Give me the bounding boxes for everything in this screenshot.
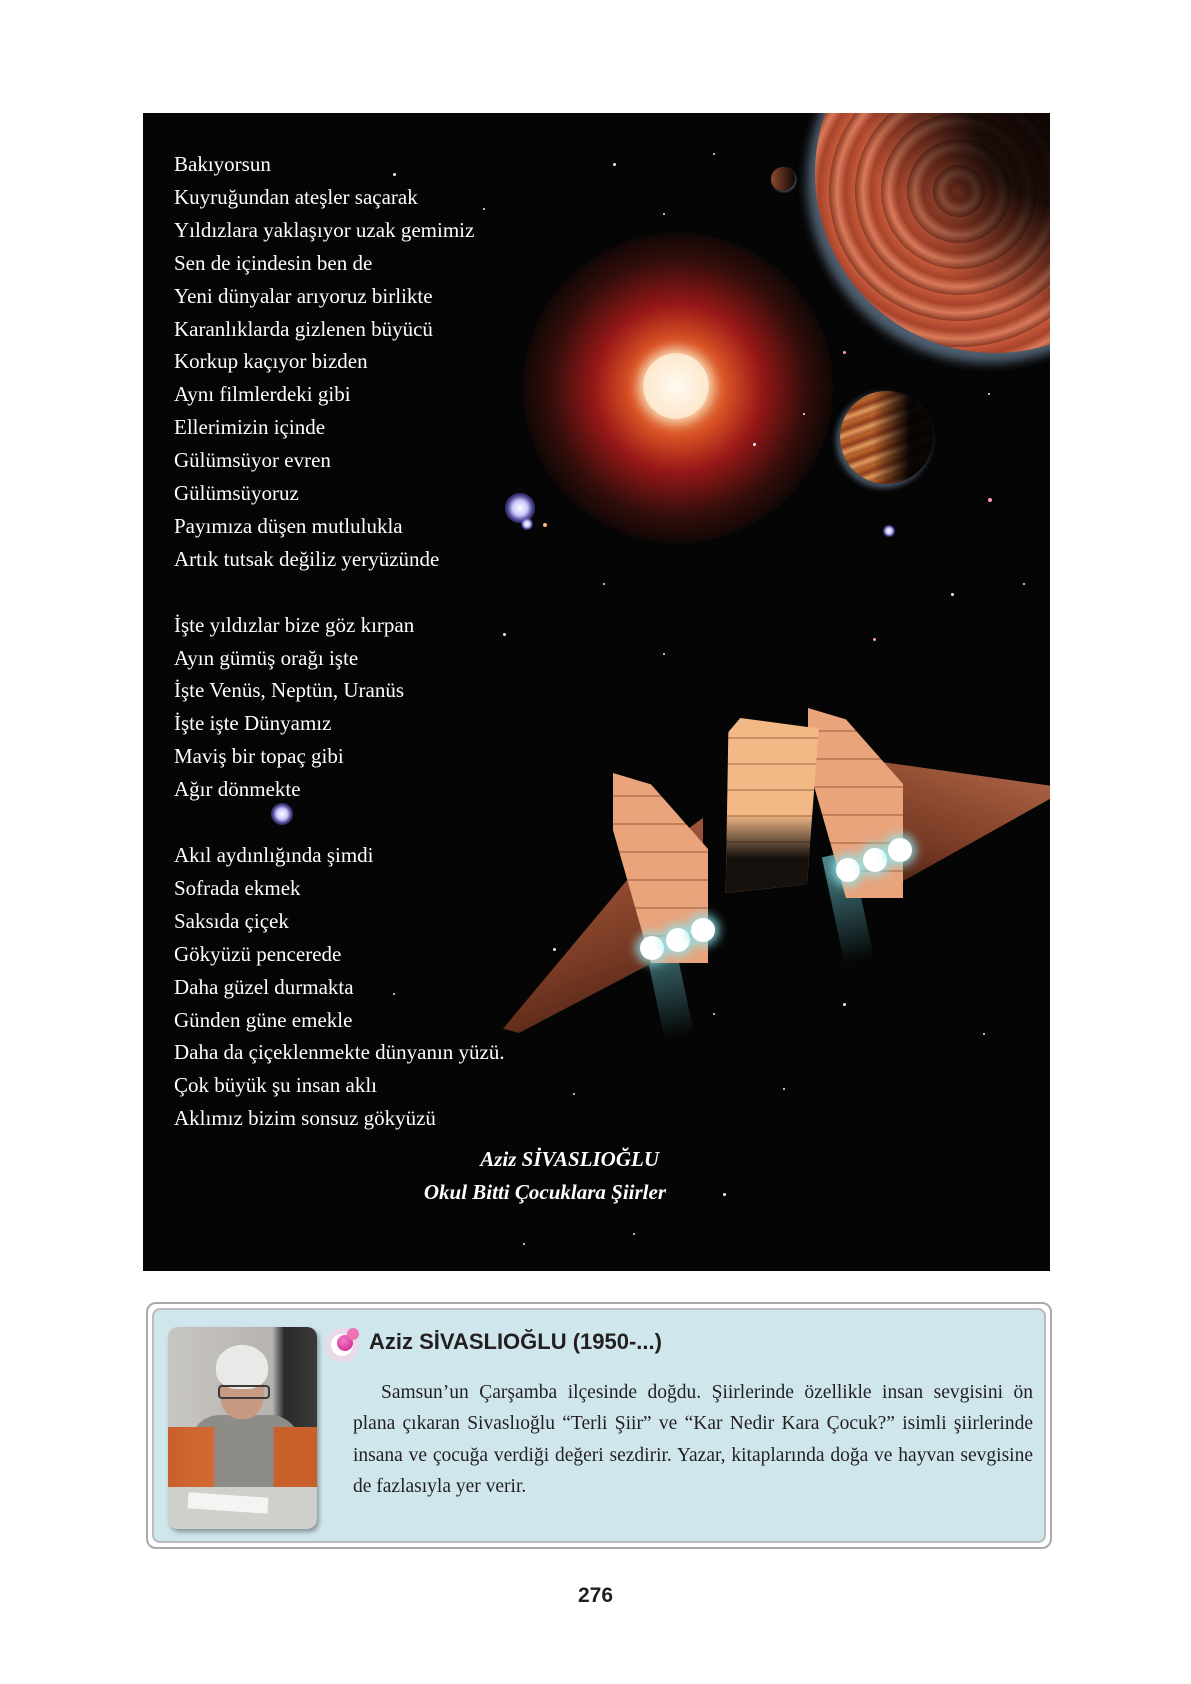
- blue-star-icon: [521, 518, 533, 530]
- thruster-light-icon: [836, 858, 860, 882]
- poem-line: Artık tutsak değiliz yeryüzünde: [174, 546, 440, 571]
- pushpin-icon: [325, 1322, 365, 1362]
- star-icon: [783, 1088, 785, 1090]
- poem-source: Okul Bitti Çocuklara Şiirler: [423, 1180, 666, 1204]
- poem-line: İşte yıldızlar bize göz kırpan: [174, 612, 415, 637]
- thruster-light-icon: [640, 936, 664, 960]
- poem-line: Saksıda çiçek: [174, 908, 289, 933]
- poem-line: Korkup kaçıyor bizden: [174, 349, 368, 374]
- star-icon: [843, 351, 846, 354]
- poem-line: Gökyüzü pencerede: [174, 941, 342, 966]
- small-planet-icon: [840, 391, 933, 484]
- poem-line: Ağır dönmekte: [174, 777, 301, 802]
- poem-line: Günden güne emekle: [174, 1007, 353, 1032]
- spaceship-illustration: [503, 678, 1050, 1038]
- thruster-light-icon: [666, 928, 690, 952]
- poem-line: Ayın gümüş orağı işte: [174, 645, 359, 670]
- poem-line: Yeni dünyalar arıyoruz birlikte: [174, 283, 433, 308]
- star-icon: [803, 413, 805, 415]
- poem-line: Daha da çiçeklenmekte dünyanın yüzü.: [174, 1040, 505, 1065]
- author-bio-panel: [152, 1308, 1046, 1543]
- author-bio-box: [146, 1302, 1052, 1549]
- star-icon: [873, 638, 876, 641]
- bio-title: Aziz SİVASLIOĞLU (1950-...): [369, 1329, 662, 1354]
- star-icon: [753, 443, 756, 446]
- star-icon: [633, 1233, 635, 1235]
- poem-line: Aynı filmlerdeki gibi: [174, 382, 351, 407]
- star-icon: [613, 163, 616, 166]
- author-photo: [168, 1327, 317, 1529]
- star-icon: [951, 593, 954, 596]
- star-icon: [1023, 583, 1025, 585]
- star-icon: [663, 653, 665, 655]
- star-icon: [523, 1243, 525, 1245]
- star-icon: [603, 583, 605, 585]
- star-icon: [713, 153, 715, 155]
- poem-line: Bakıyorsun: [174, 152, 271, 176]
- poem-line: Payımıza düşen mutlulukla: [174, 513, 403, 538]
- poem-line: Yıldızlara yaklaşıyor uzak gemimiz: [174, 217, 475, 242]
- thruster-light-icon: [863, 848, 887, 872]
- poem-line: Karanlıklarda gizlenen büyücü: [174, 316, 433, 341]
- poem-line: İşte işte Dünyamız: [174, 711, 332, 736]
- thruster-light-icon: [691, 918, 715, 942]
- poem-line: Akıl aydınlığında şimdi: [174, 843, 374, 867]
- poem-author: Aziz SİVASLIOĞLU: [480, 1147, 659, 1171]
- large-planet-icon: [815, 113, 1050, 353]
- poem-illustration: [143, 113, 1050, 1271]
- moon-icon: [771, 167, 795, 191]
- stanza-break: [174, 576, 505, 609]
- page-number: 276: [577, 1584, 614, 1607]
- poem-text: [174, 148, 505, 1135]
- poem-line: Maviş bir topaç gibi: [174, 744, 344, 769]
- poem-line: Ellerimizin içinde: [174, 415, 326, 440]
- poem-line: Sen de içindesin ben de: [174, 250, 373, 275]
- star-icon: [988, 393, 990, 395]
- poem-line: İşte Venüs, Neptün, Uranüs: [174, 678, 404, 703]
- photo-glasses: [218, 1385, 270, 1399]
- poem-line: Gülümsüyor evren: [174, 448, 331, 473]
- star-icon: [573, 1093, 575, 1095]
- poem-line: Çok büyük şu insan aklı: [174, 1073, 377, 1098]
- stanza-break: [174, 806, 505, 839]
- bio-text: Samsun’un Çarşamba ilçesinde doğdu. Şiirlerinde özellikle insan sevgisini ön plana çıkaran Sivaslıoğlu “Terli Şiir” ve “Kar Nedir Kara Çocuk?” isimli şiirlerinde insana ve çocuğa verdiği değeri sezdirir. Yazar, kitaplarında doğa ve hayvan sevgisine de fazlasıyla yer verir.: [353, 1382, 1033, 1497]
- poem-line: Gülümsüyoruz: [174, 481, 299, 506]
- star-icon: [723, 1193, 726, 1196]
- poem-line: Kuyruğundan ateşler saçarak: [174, 184, 418, 209]
- poem-line: Sofrada ekmek: [174, 875, 301, 900]
- ship-hull: [706, 718, 831, 893]
- poem-line: Aklımız bizim sonsuz gökyüzü: [174, 1106, 436, 1131]
- red-star-icon: [643, 353, 709, 419]
- photo-hair: [216, 1345, 268, 1389]
- thruster-light-icon: [888, 838, 912, 862]
- poem-line: Daha güzel durmakta: [174, 974, 354, 999]
- star-icon: [543, 523, 547, 527]
- star-icon: [988, 498, 992, 502]
- star-icon: [663, 213, 665, 215]
- blue-star-icon: [883, 525, 895, 537]
